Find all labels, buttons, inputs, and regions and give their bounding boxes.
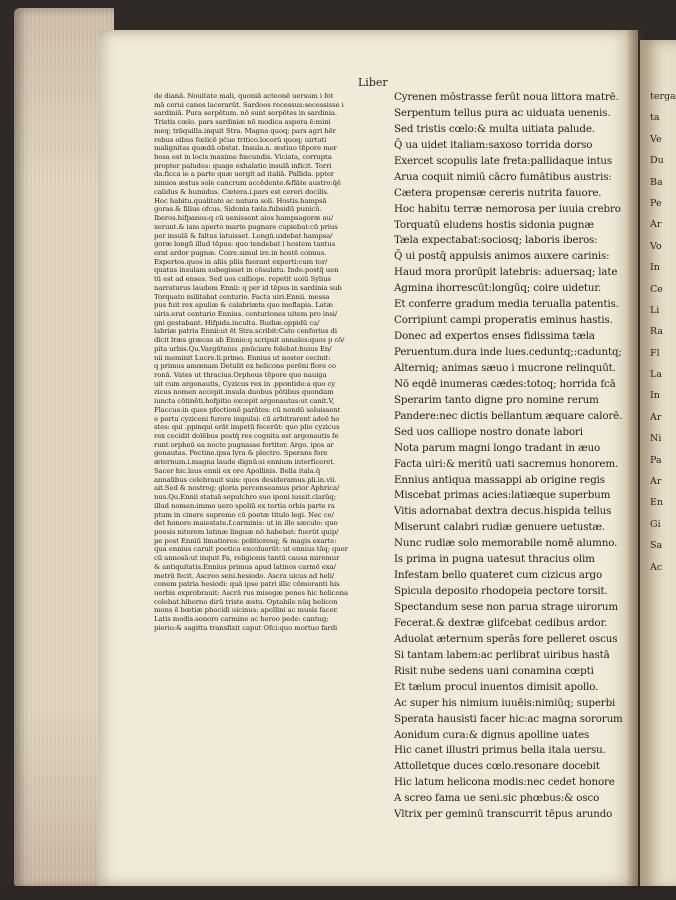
verse-line: Sperarim tanto digne pro nomine rerum [394, 393, 599, 406]
commentary-line: pus fuit rex apuliæ & calabriæta quo meflapia. Latæ [154, 301, 333, 310]
verse-line: Q̄ ua uidet italiam:saxoso torrida dorso [394, 138, 593, 151]
commentary-line: Iberos.hifpanos:q cū uenissent aios hampsagoræ au/ [154, 214, 334, 223]
commentary-line: Latis modis.sonoro carmine ac heroo pede: cantug; [154, 615, 329, 624]
verse-line: Hic latum helicona modis:nec cedet honore [394, 776, 615, 789]
verse-line: Ac super his nimium iuuēis:nimiūq; superbi [394, 696, 616, 709]
verse-line: Nō eqdē inumeras cædes:totoq; horrida fcā [394, 377, 616, 390]
recto-fragment: Ar [650, 219, 662, 231]
verse-line: Sperata hausisti facer hic:ac magna sororum [394, 712, 623, 725]
verse-line: Ennius antiqua massappi ab origine regis [394, 473, 605, 486]
verse-line: Risit nube sedens uani conamina cœpti [394, 664, 594, 677]
commentary-line: nimios æstus sole cancrum accēdente.&flāte austro:q̄ē [154, 179, 341, 188]
commentary-line: Tristis cœlo. pars sardiniæ nō modica aspera ē:mini [154, 118, 331, 127]
commentary-line: conem patria hesiodi: quā ipse patri illic cōmoranti his [154, 580, 340, 589]
commentary-line: annalibus celebrauit suis: quos desideramus.pli.in.vii. [154, 475, 337, 484]
recto-fragment: Ce [650, 283, 663, 295]
commentary-line: nii meminit Lucre.li.primo. Ennius ut noster cecinit: [154, 353, 331, 362]
recto-fragment: Ve [650, 133, 662, 145]
commentary-line: qua ennius caruit poetica excoluerūt: ut ennius tāq; quer [154, 545, 348, 554]
verse-line: Cætera propensæ cereris nutrita fauore. [394, 186, 602, 199]
commentary-line: mons ē bœtiæ phocidi uicinus: apollini ac musis facer. [154, 606, 339, 615]
recto-fragment: Pe [650, 197, 662, 209]
verse-line: Fecerat.& dextræ glifcebat cedibus ardor. [394, 616, 608, 629]
commentary-line: det honore.maiestate.f.carminis: ut in illo sæculo: quo [154, 519, 338, 528]
recto-fragment: terga [650, 91, 676, 102]
verse-line: Attolletque duces cœlo.resonare docebit [394, 760, 600, 773]
commentary-line: malignitas quædā obstat. Insula.n. æstiuo tēpore mor [154, 144, 337, 153]
recto-fragment: Ra [650, 326, 664, 338]
verse-line: Et tælum procul inuentos dimisit apollo. [394, 680, 599, 693]
recto-fragment: Ar [650, 476, 662, 488]
commentary-line: propter paludes: quage exhalatio insulā inficit. Torri [154, 161, 332, 170]
commentary-line: colebat.hiberno dirū triste æstu. Optabile nūq helicon [154, 597, 338, 606]
commentary-line: labriæ patria Ennii:ut ēt Stra.scribit:Cato cenforius di [154, 327, 337, 336]
verse-line: Alterniq; animas sæuo i mucrone relinquūt. [394, 361, 616, 374]
verse-line: Peruentum.dura inde lues.ceduntq;:caduntq; [394, 346, 622, 358]
commentary-line: Sacer hic.laus ennii ex ore Apollinis. Bella itala.q̄ [154, 466, 321, 475]
recto-fragment: Ac [650, 561, 663, 573]
commentary-line: goras.& filius ofcus. Sidonia tæla.fubsidū punicū. [154, 205, 322, 214]
verse-line: Exercet scopulis late freta:pallidaque intus [394, 154, 613, 167]
commentary-line: rex cecidit dolēbus postq̄ res cognita est argonautis fe [154, 432, 339, 441]
commentary-line: iuncta cōtinēti.hofpitio excepit argonautas:ut canit.V, [154, 397, 335, 406]
commentary-line: ptum in cinere supremo cū poetæ titulo legi. Nec ce/ [154, 510, 334, 519]
commentary-line: nus.Qu.Ennii statuā sepulchro suo iponi iussit.clarūq; [154, 493, 336, 502]
verse-line: Vltrix per geminū transcurrit tēpus arundo [394, 808, 613, 821]
commentary-line: Flaccus:in quos pfectionē parātes: cū nondū soluissent [154, 405, 341, 414]
recto-fragment: Sa [650, 540, 663, 552]
verse-line: Donec ad expertos enses fidissima tæla [394, 330, 595, 343]
commentary-line: stes: qui .ppinqui erāt impetū fecerūt: quo plio cyzicus [154, 423, 340, 432]
verse-line: Torquatū eludens hostis sidonia pugnæ [394, 218, 594, 231]
verse-line: Nunc rudiæ solo memorabile nomē alumno. [394, 537, 618, 550]
commentary-line: Torquato militabat centurio. Facta uiri.Ennii. messa [154, 292, 330, 301]
verse-line: Serpentum tellus pura ac uiduata uenenis. [394, 106, 611, 119]
commentary-line: æternum.i.magna laude dignū:si ennium interficeret. [154, 458, 336, 467]
commentary-line: metrū fecit. Ascreo seni.hesiodo. Ascra uicus ad heli/ [154, 571, 335, 580]
recto-fragment: La [650, 369, 662, 381]
commentary-line: uit cum argonautis, Cyzicus rex in .ppontide:a quo cy [154, 379, 336, 388]
recto-fragment: Pa [650, 454, 662, 466]
commentary-line: xerunt.& iam aperto marte pugnare cupiebat:cū prius [154, 222, 338, 231]
commentary-line: da.ficca ie a parte quæ uergit ad italiā. Pallida. ppter [154, 170, 334, 179]
verse-line: Infestam bello quateret cum cizicus argo [394, 569, 602, 582]
recto-fragment: Fl [650, 347, 660, 359]
commentary-line: tū est ad enses. Sed uos calliope. repetit uoiū Sylius [154, 275, 331, 284]
verse-line: Hic canet illustri primus bella itala uersu. [394, 744, 606, 757]
recto-fragment: Ar [650, 411, 662, 423]
recto-fragment: En [650, 497, 664, 509]
verse-line: Et conferre gradum media terualla patentis. [394, 298, 619, 311]
verse-line: Si tantam labem:ac perlibrat uiribus hastā [394, 648, 610, 661]
recto-fragment: Ba [650, 176, 663, 188]
commentary-line: pierio:& sagitta transfixit caput Ofci:quo mortuo fardi [154, 623, 338, 632]
commentary-line: dicit lræs græcas ab Ennio:q scripsit annales:quos p cō/ [154, 336, 345, 345]
commentary-line: narraturus laudem Ennii: q per id tēpus in sardinia sub [154, 283, 342, 292]
commentary-line: per insulā & faltus latuisset. Longū.uidebat hampsa/ [154, 231, 333, 240]
commentary-line: Expertos.quos in aliis pliis fuerant experti:cum tor/ [154, 257, 328, 266]
commentary-line: uiris.erat centurio Ennius. centuriones uitem pro insi/ [154, 309, 338, 318]
verse-line: Aonidum cura:& dignus apolline uates [394, 728, 590, 741]
commentary-line: rebus oibus fœlicē pc̄ue tritico.locorū quoq; uirtuti [154, 135, 327, 144]
commentary-line: erat ardor pugnæ. Coire.simul ire.in hostē coimus. [154, 248, 327, 257]
verse-line: Vitis adornabat dextra decus.hispida tellus [394, 505, 612, 518]
verse-line: Is prima in pugna uatesut thracius olim [394, 553, 595, 566]
commentary-column [154, 92, 384, 633]
verse-line: Corripiunt campi properatis eminus hastis. [394, 314, 613, 327]
background-bottom [0, 886, 676, 900]
verse-line: Spectandum sese non parua strage uirorum [394, 601, 618, 613]
verse-line: Agmina ihorrescūt:longūq; coire uidetur. [394, 282, 602, 295]
verse-column [394, 90, 634, 823]
recto-fragment: In [650, 262, 660, 274]
commentary-line: calidus & humidus. Cætera.i.pars est cereri docilis. [154, 187, 329, 196]
commentary-line: ait.Sed & nostrog; gloria percenseamus prior Aphrica/ [154, 484, 340, 493]
commentary-line: zicus nomen accepit.insula duobus pōtibus quondam [154, 388, 334, 397]
verse-line: Miscebat primas acies:latiæque superbum [394, 489, 611, 502]
recto-fragment: Li [650, 304, 660, 316]
verse-line: Haud mora prorūpit latebris: aduersaq; late [394, 266, 618, 279]
commentary-line: pe post Enniū limatiores: politioresq; & magis exarte: [154, 536, 337, 545]
recto-fragment: Vo [650, 240, 662, 252]
verse-line: Aduolat æternum sperās fore pelleret oscus [394, 632, 618, 645]
commentary-line: poesis nitorem latinæ linguæ nō habebat: fuerūt quip/ [154, 527, 339, 536]
commentary-line: goræ longū illud tēpus: quo tendebat i hostem tantus [154, 240, 336, 249]
commentary-line: pita urbis.Qu.Vargūteius .pnūciare folebat:huius En/ [154, 344, 332, 353]
verse-line: Cyrenen mōstrasse ferūt noua littora matrē. [394, 91, 619, 103]
commentary-line: meq; trāquilla.inquit Stra. Magna quoq; pars agri hēr [154, 126, 336, 135]
running-head: Liber [358, 76, 388, 89]
verse-line: Nota parum magni longo tradant in æuo [394, 441, 601, 454]
verse-line: Pandere:nec dictis bellantum æquare calorē. [394, 409, 623, 422]
commentary-line: runt orpheū ea nocte pugnasse fortiter. Argo. ipos ar [154, 440, 334, 449]
verse-line: Hoc habitu terræ nemorosa per iuuia crebro [394, 202, 621, 215]
commentary-line: q primus amœnam Detulit ex helicone perēni flore co [154, 362, 336, 371]
verse-line: Q̄ ui postq̄ appulsis animos auxere carinis: [394, 250, 610, 263]
commentary-line: quatus insulam subegisset in cōsulatu. Inde.postq̄ uen [154, 266, 339, 275]
verse-line: Facta uiri:& meritū uati sacremus honorem. [394, 457, 619, 470]
recto-fragment: ta [650, 112, 660, 124]
recto-text-fragments [650, 86, 676, 578]
commentary-line: Hoc habitu.qualitate ac natura soli. Hostis.hampsā [154, 196, 327, 205]
commentary-line: cū annosā:ut inquit Fa, religionis tantū causa miremur [154, 554, 340, 563]
commentary-line: mā cerui canes lacerarūt. Sardoos recessus:secessisse i [154, 100, 344, 109]
verse-line: A screo fama ue seni.sic phœbus:& osco [394, 792, 600, 805]
verse-line: Miserunt calabri rudiæ genuere uetustæ. [394, 521, 605, 534]
verse-line: Arua coquit nimiū cācro fumātibus austris: [394, 170, 612, 183]
commentary-line: illud nomen:immo uero spoliū ex tertia orbis parte ra [154, 501, 335, 510]
commentary-line: uerbis exprobrauit: Ascrā rus misegæ penes hic helicona [154, 588, 348, 597]
recto-fragment: Ni [650, 433, 662, 445]
commentary-line: gni gestabant. Hifpida.inculta. Rudiæ.oppidū ca/ [154, 318, 320, 327]
commentary-line: & antiquitatis.Ennius primus apud latinos carmē exa/ [154, 562, 336, 571]
verse-line: Sed tristis cœlo:& multa uitiata palude. [394, 122, 595, 135]
recto-fragment: Du [650, 155, 664, 167]
commentary-line: gonautas. Pectine.ipsa lyra & plectro. Sperans fore [154, 449, 328, 458]
commentary-line: e portu cyziceni furore impulsi: cū arbitrarent adeē ho [154, 414, 340, 423]
recto-fragment: Gi [650, 518, 661, 530]
recto-fragment: In [650, 390, 660, 402]
commentary-line: bosa est in locis maxime fœcundis. Viciata, corrupta [154, 153, 332, 162]
verse-line: Spicula deposito rhodopeia pectore torsit. [394, 585, 608, 598]
verse-line: Tæla expectabat:sociosq; laboris iberos: [394, 234, 598, 247]
commentary-line: sardiniā. Pura serpētum. nō sunt serpētes in sardinia. [154, 109, 337, 118]
commentary-line: de dianā. Nouitate mali, quoniā acteonē uersum i fot [154, 92, 334, 100]
commentary-line: ronā. Vates ut thracius.Orpheus tēpore quo nauiga [154, 371, 327, 379]
verse-line: Sed uos calliope nostro donate labori [394, 425, 583, 438]
